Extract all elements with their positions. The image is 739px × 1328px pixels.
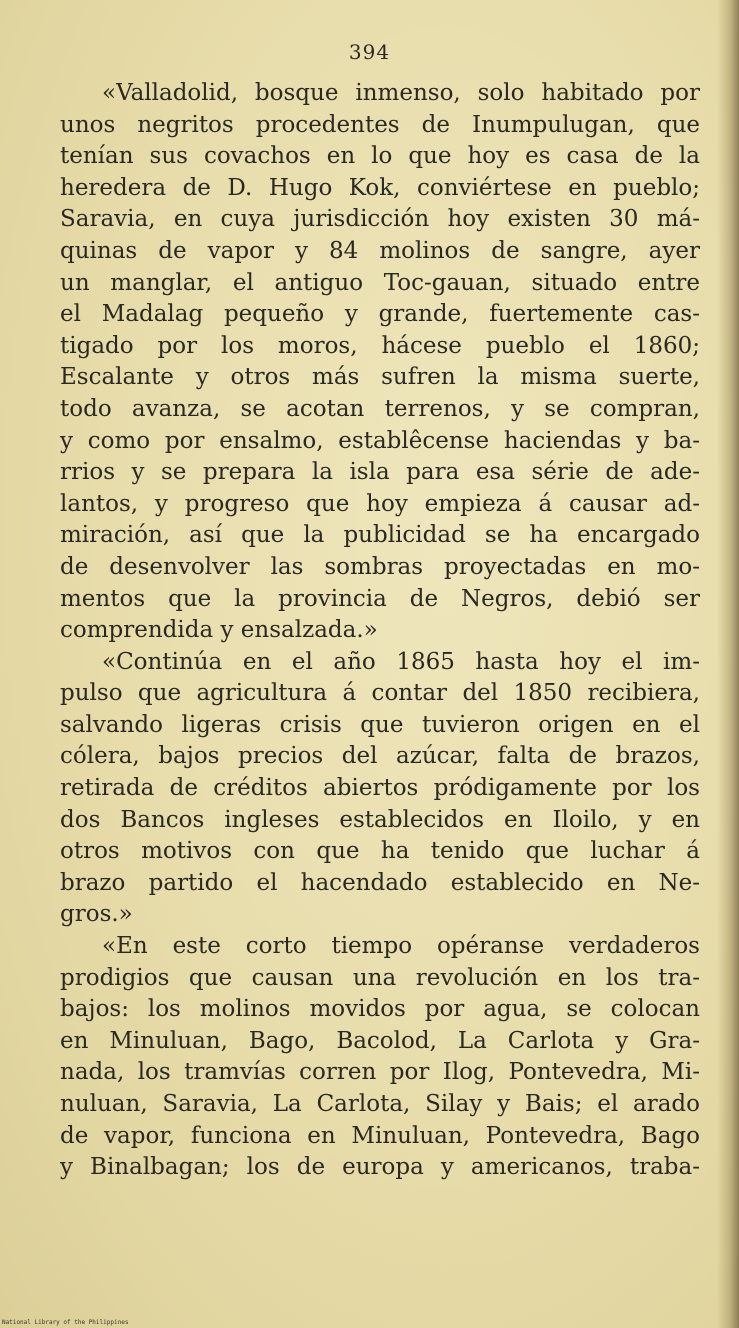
text-line: lantos, y progreso que hoy empieza á causar ad- xyxy=(60,490,700,517)
text-line: otros motivos con que ha tenido que luchar á xyxy=(60,838,700,865)
text-line: bajos: los molinos movidos por agua, se colocan xyxy=(60,996,700,1023)
text-line: pulso que agricultura á contar del 1850 recibiera, xyxy=(60,680,700,707)
text-line: todo avanza, se acotan terrenos, y se compran, xyxy=(60,395,700,422)
text-line: gros.» xyxy=(60,901,133,928)
text-line: cólera, bajos precios del azúcar, falta de brazos, xyxy=(60,743,700,770)
paragraph-2 xyxy=(60,647,700,931)
text-line: quinas de vapor y 84 molinos de sangre, ayer xyxy=(60,237,700,264)
text-line: dos Bancos ingleses establecidos en Iloilo, y en xyxy=(60,806,700,833)
text-line: retirada de créditos abiertos pródigamente por los xyxy=(60,775,700,802)
text-line: «Continúa en el año 1865 hasta hoy el im- xyxy=(102,648,700,675)
text-line: comprendida y ensalzada.» xyxy=(60,617,378,644)
text-line: y Binalbagan; los de europa y americanos, traba- xyxy=(60,1154,700,1181)
text-line: rrios y se prepara la isla para esa série de ade- xyxy=(60,459,700,486)
text-line: de vapor, funciona en Minuluan, Pontevedra, Bago xyxy=(60,1122,700,1149)
text-line: «En este corto tiempo opéranse verdaderos xyxy=(102,933,700,960)
text-line: nada, los tramvías corren por Ilog, Pontevedra, Mi- xyxy=(60,1059,700,1086)
text-line: de desenvolver las sombras proyectadas en mo- xyxy=(60,553,700,580)
text-line: tigado por los moros, hácese pueblo el 1860; xyxy=(60,332,700,359)
text-line: unos negritos procedentes de Inumpulugan, que xyxy=(60,111,700,138)
text-line: el Madalag pequeño y grande, fuertemente cas- xyxy=(60,301,700,328)
text-line: Saravia, en cuya jurisdicción hoy existen 30 má- xyxy=(60,206,700,233)
text-line: nuluan, Saravia, La Carlota, Silay y Bais; el arado xyxy=(60,1091,700,1117)
text-line: mentos que la provincia de Negros, debió ser xyxy=(60,585,700,612)
body-text xyxy=(60,78,700,1184)
page-number: 394 xyxy=(348,40,391,64)
text-line: miración, así que la publicidad se ha encargado xyxy=(60,522,700,549)
text-line: tenían sus covachos en lo que hoy es casa de la xyxy=(60,143,700,170)
text-line: salvando ligeras crisis que tuvieron origen en el xyxy=(60,711,700,738)
text-line: prodigios que causan una revolución en los tra- xyxy=(60,964,700,991)
library-credit: National Library of the Philippines xyxy=(2,1319,129,1326)
text-line: brazo partido el hacendado establecido en Ne- xyxy=(60,869,700,896)
text-line: «Valladolid, bosque inmenso, solo habitado por xyxy=(102,80,700,106)
text-line: Escalante y otros más sufren la misma suerte, xyxy=(60,364,700,391)
text-line: heredera de D. Hugo Kok, conviértese en pueblo; xyxy=(60,174,700,201)
text-line: y como por ensalmo, establêcense haciendas y ba- xyxy=(60,427,700,454)
paragraph-1 xyxy=(60,78,700,647)
text-line: en Minuluan, Bago, Bacolod, La Carlota y Gra- xyxy=(60,1027,700,1054)
page-edge-shadow xyxy=(717,0,739,1328)
paragraph-3 xyxy=(60,931,700,1184)
text-line: un manglar, el antiguo Toc-gauan, situado entre xyxy=(60,269,700,296)
